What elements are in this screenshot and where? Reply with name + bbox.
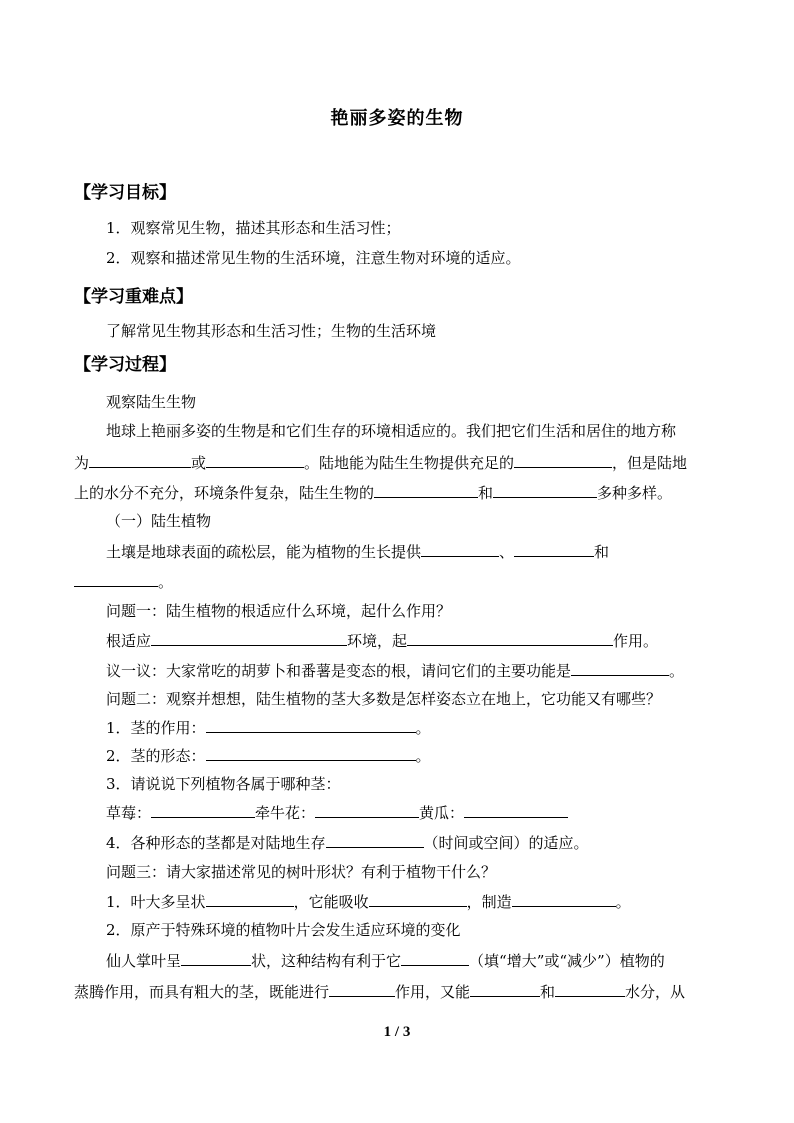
fill-blank bbox=[206, 452, 304, 468]
question-2: 问题二：观察并想想，陆生植物的茎大多数是怎样姿态立在地上，它功能又有哪些？ bbox=[106, 690, 662, 708]
fill-blank bbox=[329, 981, 395, 997]
fill-blank bbox=[421, 541, 499, 557]
fill-blank bbox=[326, 832, 424, 848]
question-1: 问题一：陆生植物的根适应什么环境，起什么作用？ bbox=[106, 602, 452, 620]
fill-blank bbox=[369, 891, 467, 907]
text-segment: 牵牛花： bbox=[255, 804, 316, 822]
text-segment: 、 bbox=[499, 543, 515, 561]
key-points-text: 了解常见生物其形态和生活习性；生物的生活环境 bbox=[106, 322, 437, 340]
text-segment: 上的水分不充分，环境条件复杂，陆生生物的 bbox=[74, 484, 375, 502]
text-segment: 。 bbox=[415, 747, 431, 765]
stem-form-line bbox=[106, 745, 431, 766]
fill-blank bbox=[206, 717, 416, 733]
fill-blank bbox=[181, 950, 251, 966]
text-segment: 。陆地能为陆生生物提供充足的 bbox=[304, 454, 515, 472]
text-segment: 作用。 bbox=[613, 632, 659, 650]
fill-blank bbox=[493, 482, 597, 498]
text-segment: （时间或空间）的适应。 bbox=[423, 834, 589, 852]
plant-stems-line bbox=[106, 802, 568, 823]
document-title: 艳丽多姿的生物 bbox=[330, 108, 464, 129]
fill-blank bbox=[206, 891, 294, 907]
text-segment: ，制造 bbox=[466, 893, 512, 911]
stem-function-line bbox=[106, 717, 431, 738]
text-segment: 根适应 bbox=[106, 632, 152, 650]
text-segment: 状，这种结构有利于它 bbox=[251, 952, 402, 970]
text-segment: 草莓： bbox=[106, 804, 152, 822]
fill-blank bbox=[315, 802, 419, 818]
cactus-line-2 bbox=[74, 981, 685, 1002]
text-segment: 多种多样。 bbox=[597, 484, 673, 502]
text-segment: 和 bbox=[540, 983, 556, 1001]
soil-line-2 bbox=[74, 571, 173, 592]
discussion-line bbox=[106, 660, 684, 681]
paragraph-1-line-3 bbox=[74, 482, 672, 503]
text-segment: 1．茎的作用： bbox=[106, 719, 206, 737]
text-segment: 或 bbox=[191, 454, 207, 472]
text-segment: 水分，从 bbox=[625, 983, 686, 1001]
objective-item-1: 1．观察常见生物，描述其形态和生活习性； bbox=[106, 219, 401, 237]
fill-blank bbox=[407, 630, 613, 646]
fill-blank bbox=[512, 891, 616, 907]
text-segment: ，它能吸收 bbox=[293, 893, 369, 911]
question-3: 问题三：请大家描述常见的树叶形状？有利于植物干什么？ bbox=[106, 863, 497, 881]
text-segment: 蒸腾作用，而具有粗大的茎，既能进行 bbox=[74, 983, 330, 1001]
fill-blank bbox=[514, 452, 612, 468]
objective-item-2: 2．观察和描述常见生物的生活环境，注意生物对环境的适应。 bbox=[106, 249, 521, 267]
text-segment: 环境，起 bbox=[347, 632, 408, 650]
text-segment: ，但是陆地 bbox=[612, 454, 688, 472]
leaf-line-1 bbox=[106, 891, 631, 912]
fill-blank bbox=[206, 745, 416, 761]
text-segment: 4．各种形态的茎都是对陆地生存 bbox=[106, 834, 326, 852]
text-segment: 状 bbox=[190, 893, 206, 911]
observe-title: 观察陆生生物 bbox=[106, 393, 197, 411]
text-segment: 作用，又能 bbox=[395, 983, 471, 1001]
stem-types-prompt: 3．请说说下列植物各属于哪种茎： bbox=[106, 775, 341, 793]
text-segment: 黄瓜： bbox=[419, 804, 465, 822]
fill-blank bbox=[555, 981, 625, 997]
subsection-land-plants: （一）陆生植物 bbox=[106, 512, 212, 530]
cactus-line-1 bbox=[106, 950, 665, 971]
text-segment: 。 bbox=[669, 662, 685, 680]
text-segment: 和 bbox=[478, 484, 494, 502]
text-segment: 和 bbox=[594, 543, 610, 561]
fill-blank bbox=[74, 571, 158, 587]
text-segment: 。 bbox=[158, 573, 174, 591]
fill-blank bbox=[470, 981, 540, 997]
fill-blank bbox=[571, 660, 669, 676]
soil-line-1 bbox=[106, 541, 609, 562]
text-segment: 。 bbox=[415, 719, 431, 737]
process-heading: 【学习过程】 bbox=[74, 355, 176, 375]
objectives-heading: 【学习目标】 bbox=[74, 183, 176, 203]
fill-blank bbox=[151, 802, 255, 818]
fill-blank bbox=[151, 630, 347, 646]
root-line bbox=[106, 630, 658, 651]
page-number: 1 / 3 bbox=[383, 1024, 411, 1040]
text-segment: 土壤是地球表面的疏松层，能为植物的生长提供 bbox=[106, 543, 422, 561]
fill-blank bbox=[89, 452, 191, 468]
stem-adaptation-line bbox=[106, 832, 589, 853]
text-segment: 2．茎的形态： bbox=[106, 747, 206, 765]
paragraph-1-line-2 bbox=[74, 452, 687, 473]
text-segment: 为 bbox=[74, 454, 90, 472]
fill-blank bbox=[464, 802, 568, 818]
fill-blank bbox=[514, 541, 594, 557]
leaf-line-2: 2．原产于特殊环境的植物叶片会发生适应环境的变化 bbox=[106, 921, 461, 939]
fill-blank bbox=[401, 950, 469, 966]
text-segment: 。 bbox=[615, 893, 631, 911]
text-segment: 议一议：大家常吃的胡萝卜和番薯是变态的根，请问它们的主要功能是 bbox=[106, 662, 572, 680]
fill-blank bbox=[374, 482, 478, 498]
paragraph-1-line-1: 地球上艳丽多姿的生物是和它们生存的环境相适应的。我们把它们生活和居住的地方称 bbox=[106, 422, 677, 440]
text-segment: 1．叶大多呈 bbox=[106, 893, 191, 911]
text-segment: 仙人掌叶呈 bbox=[106, 952, 182, 970]
key-points-heading: 【学习重难点】 bbox=[74, 287, 193, 307]
text-segment: （填“增大”或“减少”）植物的 bbox=[469, 952, 665, 970]
